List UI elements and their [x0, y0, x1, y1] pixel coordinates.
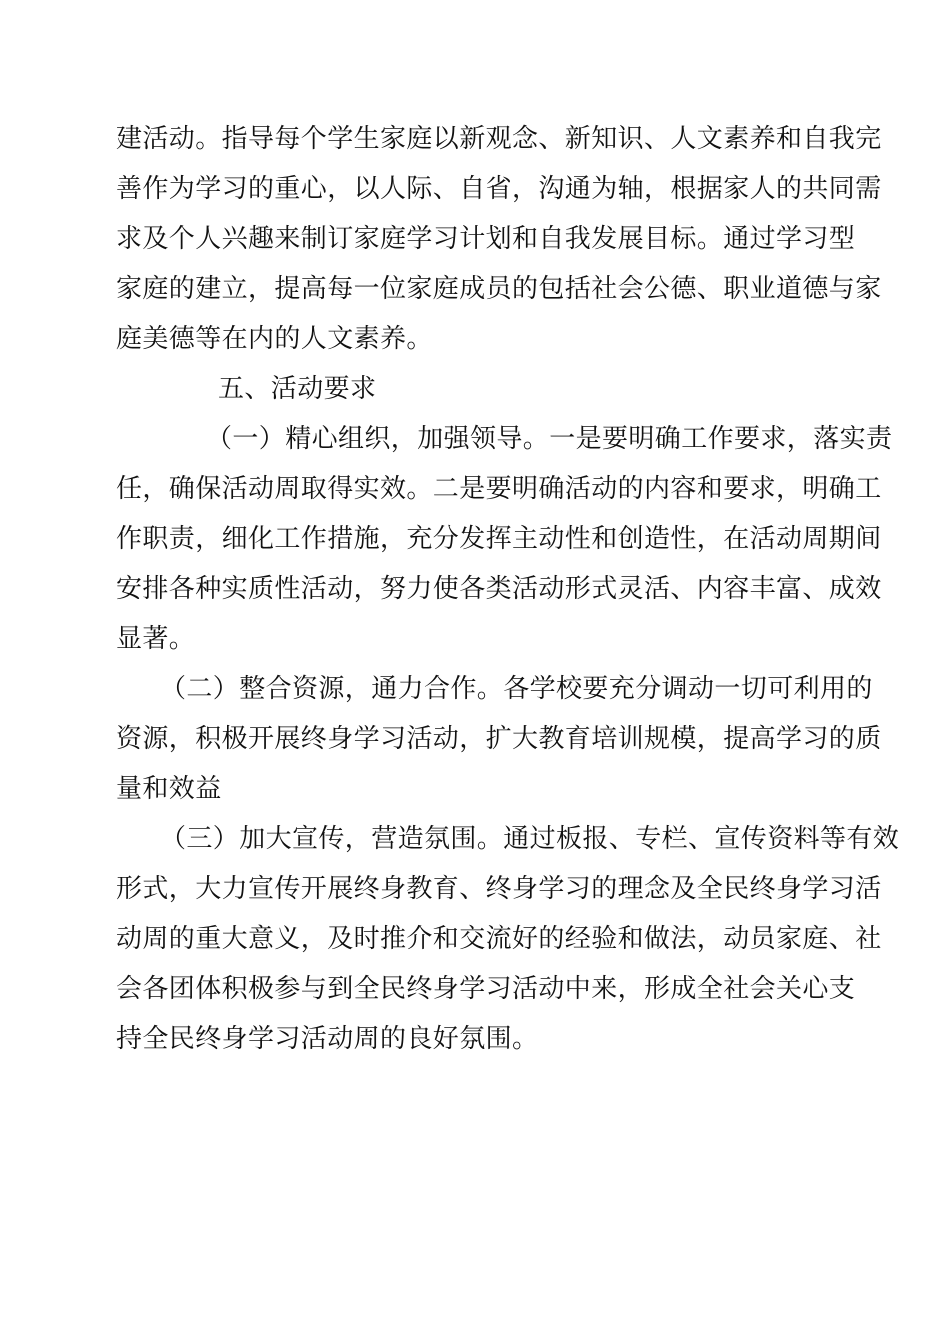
- paragraph-line: 求及个人兴趣来制订家庭学习计划和自我发展目标。通过学习型: [116, 224, 856, 254]
- paragraph-line: 任，确保活动周取得实效。二是要明确活动的内容和要求，明确工: [116, 474, 882, 504]
- section-heading: 五、活动要求: [218, 374, 377, 404]
- paragraph-line: 量和效益: [116, 774, 222, 804]
- paragraph-line: 作职责，细化工作措施，充分发挥主动性和创造性，在活动周期间: [116, 524, 882, 554]
- paragraph-line: （一）精心组织，加强领导。一是要明确工作要求，落实责: [206, 424, 893, 454]
- paragraph-line: 显著。: [116, 624, 196, 654]
- paragraph-line: 会各团体积极参与到全民终身学习活动中来，形成全社会关心支: [116, 974, 856, 1004]
- paragraph-line: （三）加大宣传，营造氛围。通过板报、专栏、宣传资料等有效: [160, 824, 900, 854]
- paragraph-line: 形式，大力宣传开展终身教育、终身学习的理念及全民终身学习活: [116, 874, 882, 904]
- paragraph-line: （二）整合资源，通力合作。各学校要充分调动一切可利用的: [160, 674, 873, 704]
- paragraph-line: 建活动。指导每个学生家庭以新观念、新知识、人文素养和自我完: [116, 124, 882, 154]
- paragraph-line: 资源，积极开展终身学习活动，扩大教育培训规模，提高学习的质: [116, 724, 882, 754]
- paragraph-line: 家庭的建立，提高每一位家庭成员的包括社会公德、职业道德与家: [116, 274, 882, 304]
- paragraph-line: 安排各种实质性活动，努力使各类活动形式灵活、内容丰富、成效: [116, 574, 882, 604]
- paragraph-line: 持全民终身学习活动周的良好氛围。: [116, 1024, 539, 1054]
- paragraph-line: 庭美德等在内的人文素养。: [116, 324, 433, 354]
- paragraph-line: 善作为学习的重心，以人际、自省，沟通为轴，根据家人的共同需: [116, 174, 882, 204]
- paragraph-line: 动周的重大意义，及时推介和交流好的经验和做法，动员家庭、社: [116, 924, 882, 954]
